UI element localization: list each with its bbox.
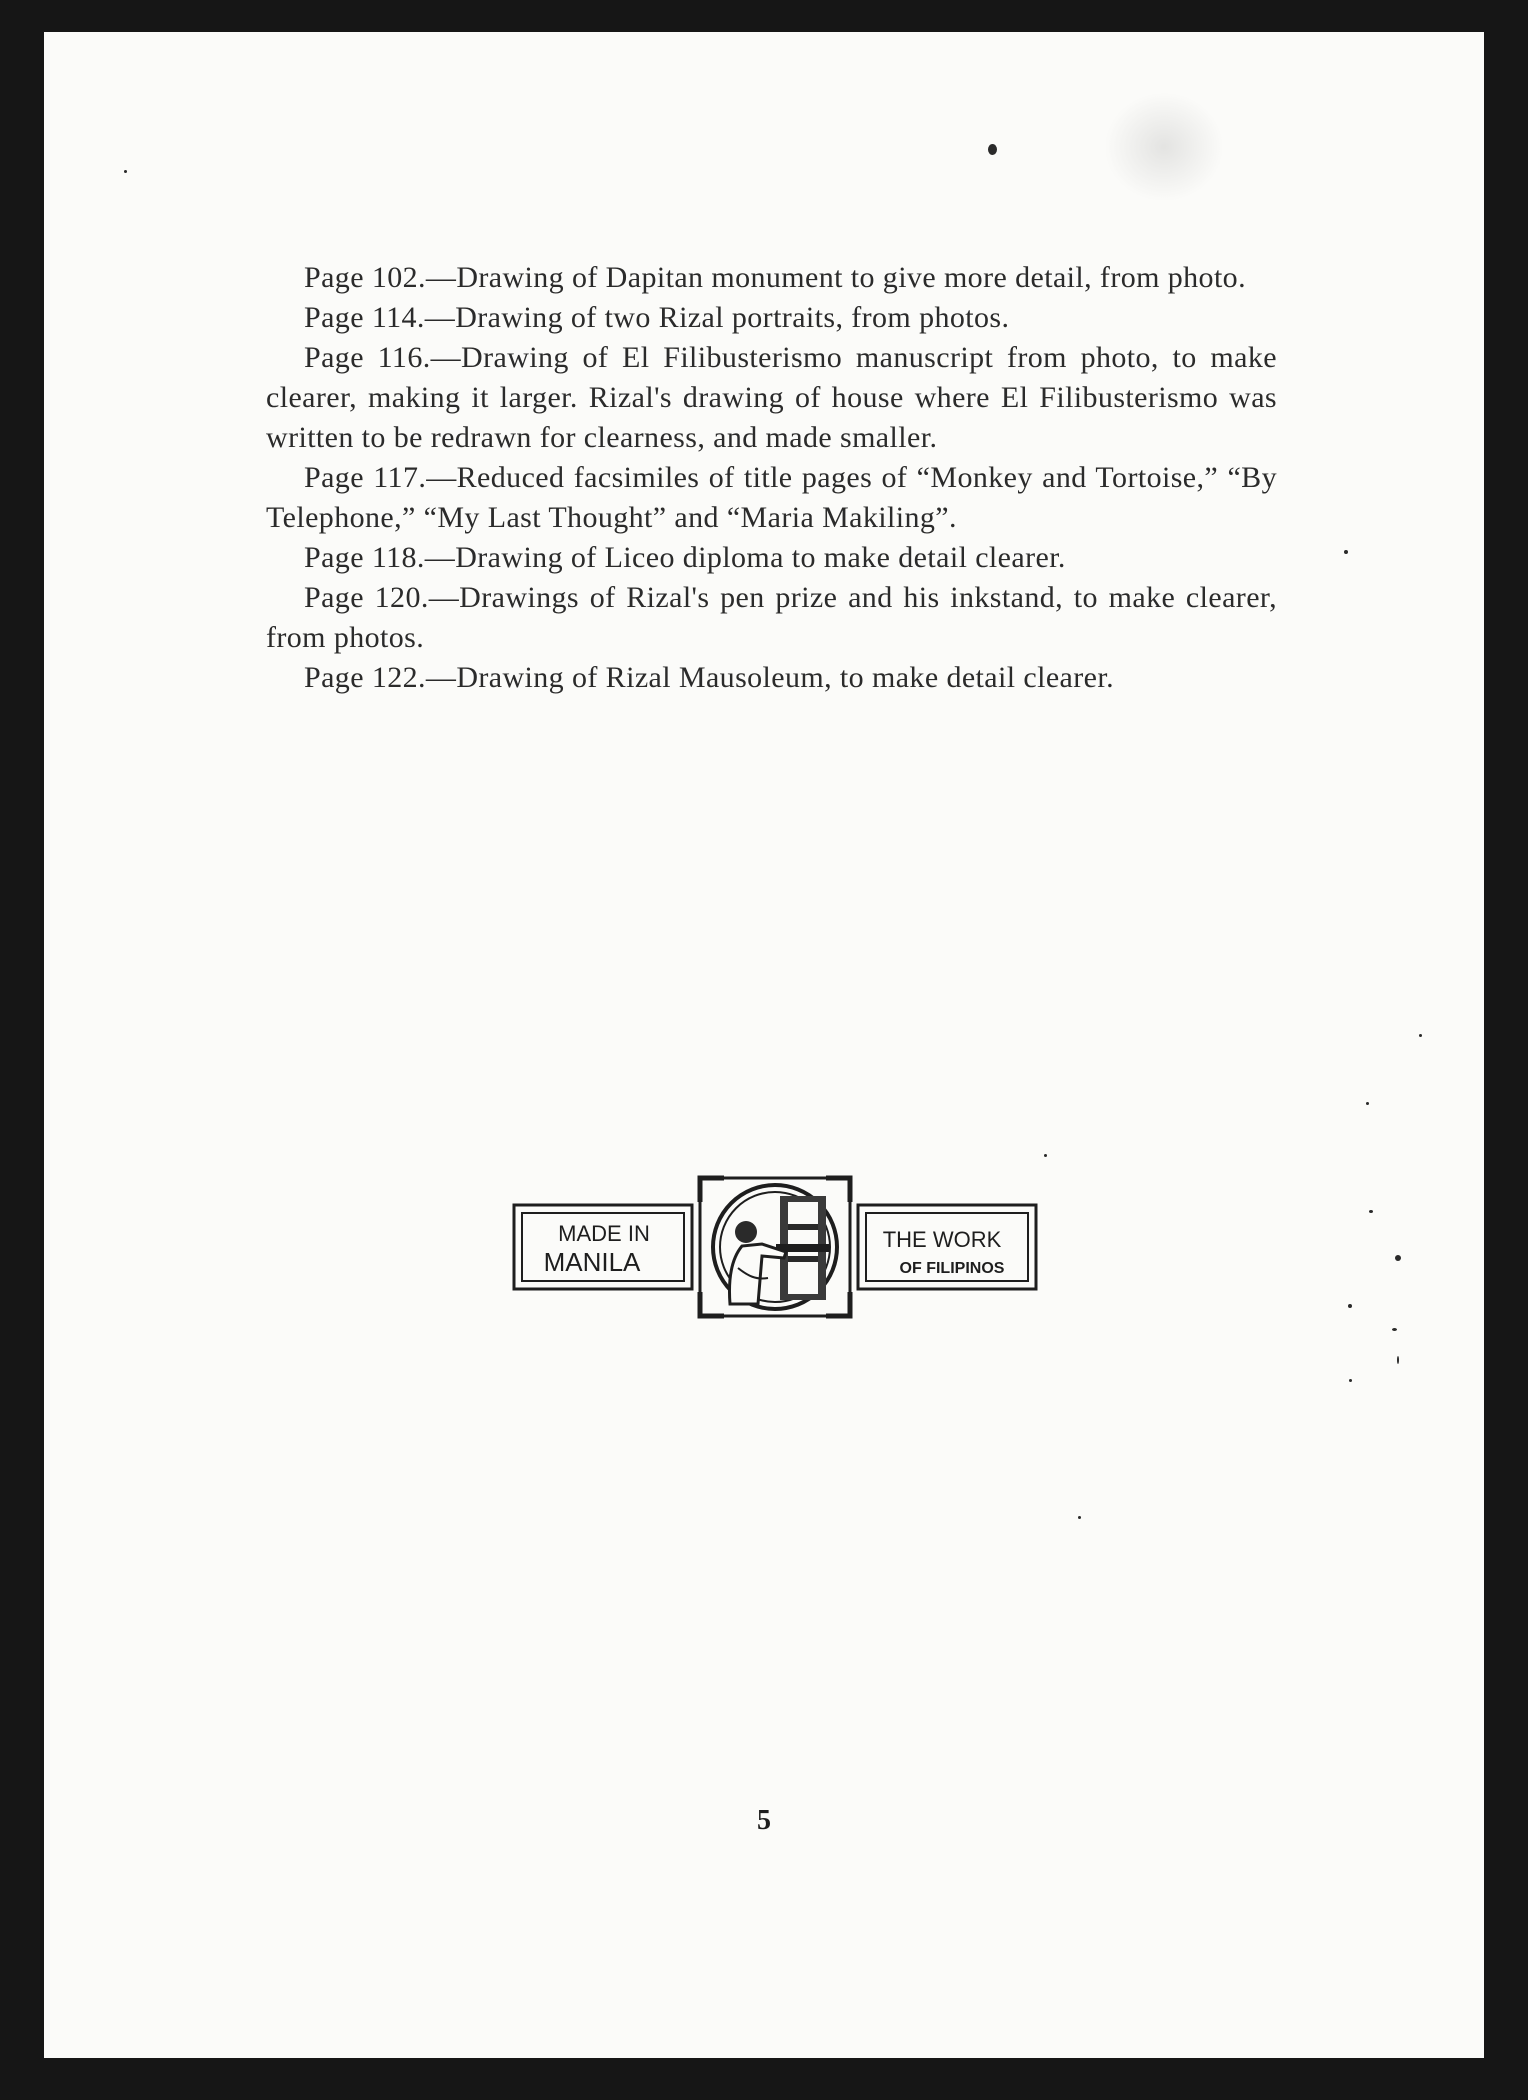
ink-speck	[1369, 1210, 1373, 1213]
ink-speck	[1419, 1034, 1422, 1037]
ink-speck	[1349, 1379, 1352, 1382]
scanned-page	[44, 32, 1484, 2058]
logo-left-line2: MANILA	[543, 1247, 641, 1277]
ink-speck	[1395, 1255, 1401, 1261]
entry-page-117: Page 117.—Reduced facsimiles of title pages of “Monkey and Tortoise,” “By Telephone,” “My Last Thought” and “Maria Makiling”.	[266, 461, 1277, 534]
ink-speck	[1397, 1356, 1399, 1364]
entry-page-102: Page 102.—Drawing of Dapitan monument to give more detail, from photo.	[304, 261, 1246, 294]
entry-page-116: Page 116.—Drawing of El Filibusterismo manuscript from photo, to make clearer, making it larger. Rizal's drawing of house where El Filibusterismo was written to be redrawn for clearness, and made smaller.	[266, 341, 1277, 454]
paper-smudge	[1104, 92, 1224, 202]
logo-left-line1: MADE IN	[558, 1221, 650, 1246]
errata-list	[266, 258, 1277, 698]
made-in-manila-logo	[512, 1172, 1038, 1322]
ink-speck	[1348, 1304, 1352, 1308]
logo-right-line1: THE WORK	[882, 1227, 1002, 1252]
ink-speck	[1392, 1328, 1397, 1331]
entry-page-114: Page 114.—Drawing of two Rizal portraits, from photos.	[304, 301, 1010, 334]
ink-speck	[1078, 1516, 1081, 1519]
ink-speck	[1344, 550, 1348, 554]
entry-page-120: Page 120.—Drawings of Rizal's pen prize and his inkstand, to make clearer, from photos.	[266, 581, 1277, 654]
ink-speck	[988, 144, 997, 155]
ink-speck	[1366, 1102, 1369, 1105]
logo-right-line2: OF FILIPINOS	[899, 1260, 1005, 1277]
ink-speck	[124, 170, 127, 173]
entry-page-118: Page 118.—Drawing of Liceo diploma to make detail clearer.	[304, 541, 1066, 574]
printing-press-emblem	[700, 1178, 850, 1316]
page-number: 5	[757, 1805, 771, 1836]
ink-speck	[1044, 1154, 1047, 1157]
entry-page-122: Page 122.—Drawing of Rizal Mausoleum, to make detail clearer.	[304, 661, 1114, 694]
